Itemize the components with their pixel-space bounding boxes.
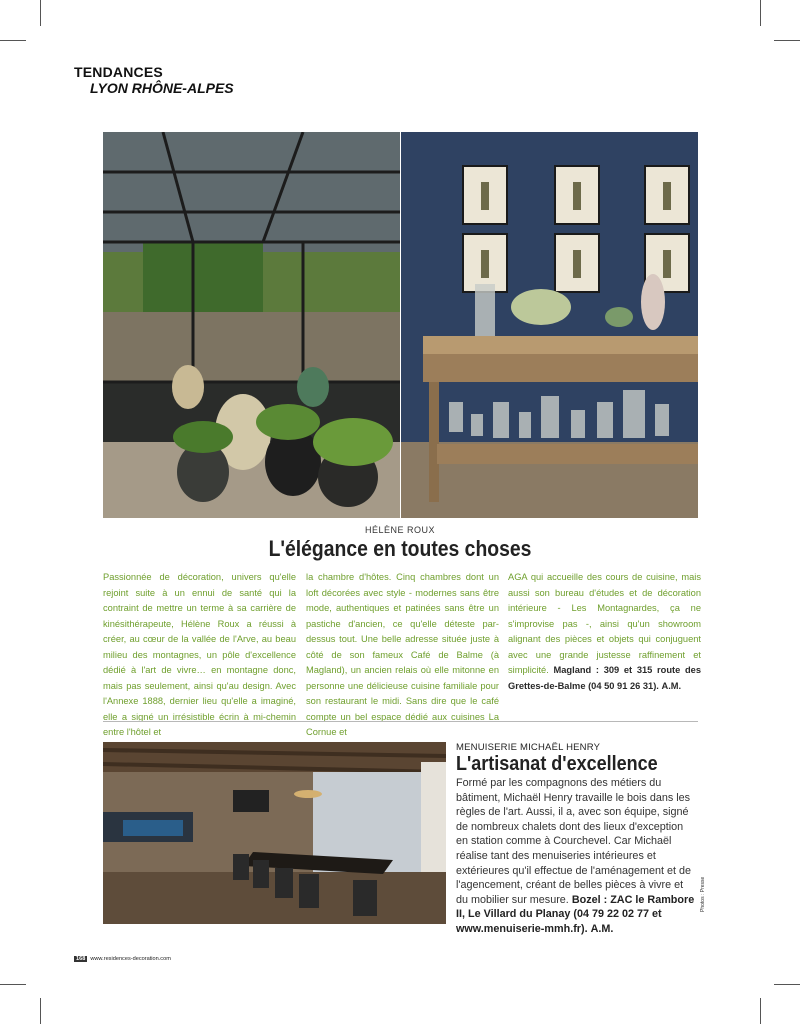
- crop-mark: [40, 0, 41, 26]
- page-footer: [74, 956, 171, 962]
- crop-mark: [0, 984, 26, 985]
- article2-kicker: MENUISERIE MICHAËL HENRY: [456, 742, 601, 753]
- article-column-1: Passionnée de décoration, univers qu'elle rejoint suite à un ennui de santé qui la contraint de mettre un terme à sa carrière de kinésithérapeute, Hélène Roux a réussi à créer, au cœur de la vallée de l'Arve, au beau milieu des montagnes, un pôle d'excellence dédié à l'art de vivre… en montagne donc, mais pas seulement, ainsi qu'au design. Avec l'Annexe 1888, dernier lieu qu'elle a imaginé, elle a signé un irrésistible écrin à mi-chemin entre l'hôtel et: [103, 572, 296, 737]
- crop-mark: [0, 40, 26, 41]
- dining-room-photo: [103, 742, 446, 924]
- column-3-text: AGA qui accueille des cours de cuisine, mais aussi son bureau d'études et de décoration intérieure - Les Montagnardes, ça ne s'improvise pas -, ainsi qu'un showroom alignant des pièces et objets qui conjuguent avec une grande justesse raffinement et simplicité.: [508, 572, 701, 675]
- signature: A.M.: [661, 680, 682, 691]
- article-title: L'élégance en toutes choses: [268, 536, 532, 561]
- crop-mark: [40, 998, 41, 1024]
- article2-text: Formé par les compagnons des métiers du bâtiment, Michaël Henry travaille le bois dans les règles de l'art. Aussi, il a, avec son équipe, signé de nombreux chalets dont des lieux d'exception en station comme à Courchevel. Car Michaël réalise tant des menuiseries intérieures et extérieures qu'il effectue de l'aménagement et de l'agencement, créant de belles pièces à vivre et du mobilier sur mesure.: [456, 777, 692, 906]
- address: Magland : 309 et 315 route des Grettes-de-Balme (04 50 91 26 31).: [508, 665, 701, 691]
- photo-credit: Photos : Presse: [700, 876, 706, 912]
- article-column-2: la chambre d'hôtes. Cinq chambres dont un loft décorées avec style - modernes sans être mode, authentiques et patinées sans être un pastiche d'ancien, ce qu'elle déteste par-dessus tout. Une belle adresse située juste à côté de son fameux Café de Balme (à Magland), un ancien relais où elle mitonne en personne une délicieuse cuisine familiale pour son restaurant le midi. Sans dire que le café compte un bel espace dédié aux cuisines La Cornue et: [306, 572, 499, 737]
- article2-body: [456, 776, 696, 937]
- section-region: LYON RHÔNE-ALPES: [90, 80, 234, 96]
- article2-address: Bozel : ZAC le Rambore II, Le Villard du Planay (04 79 22 02 77 et www.menuiserie-mmh.fr).: [456, 893, 695, 935]
- website-url: www.residences-decoration.com: [90, 956, 171, 962]
- greenhouse-photo: [103, 132, 400, 518]
- article-kicker: HÉLÈNE ROUX: [364, 525, 436, 535]
- blue-interior-photo: [401, 132, 698, 518]
- crop-mark: [774, 40, 800, 41]
- divider: [103, 721, 698, 722]
- article-column-3: [508, 570, 701, 694]
- article2-title: L'artisanat d'excellence: [456, 753, 658, 775]
- crop-mark: [760, 0, 761, 26]
- crop-mark: [774, 984, 800, 985]
- article2-signature: A.M.: [590, 922, 614, 935]
- page-number: 168: [76, 956, 86, 962]
- crop-mark: [760, 998, 761, 1024]
- section-title: TENDANCES: [74, 64, 163, 80]
